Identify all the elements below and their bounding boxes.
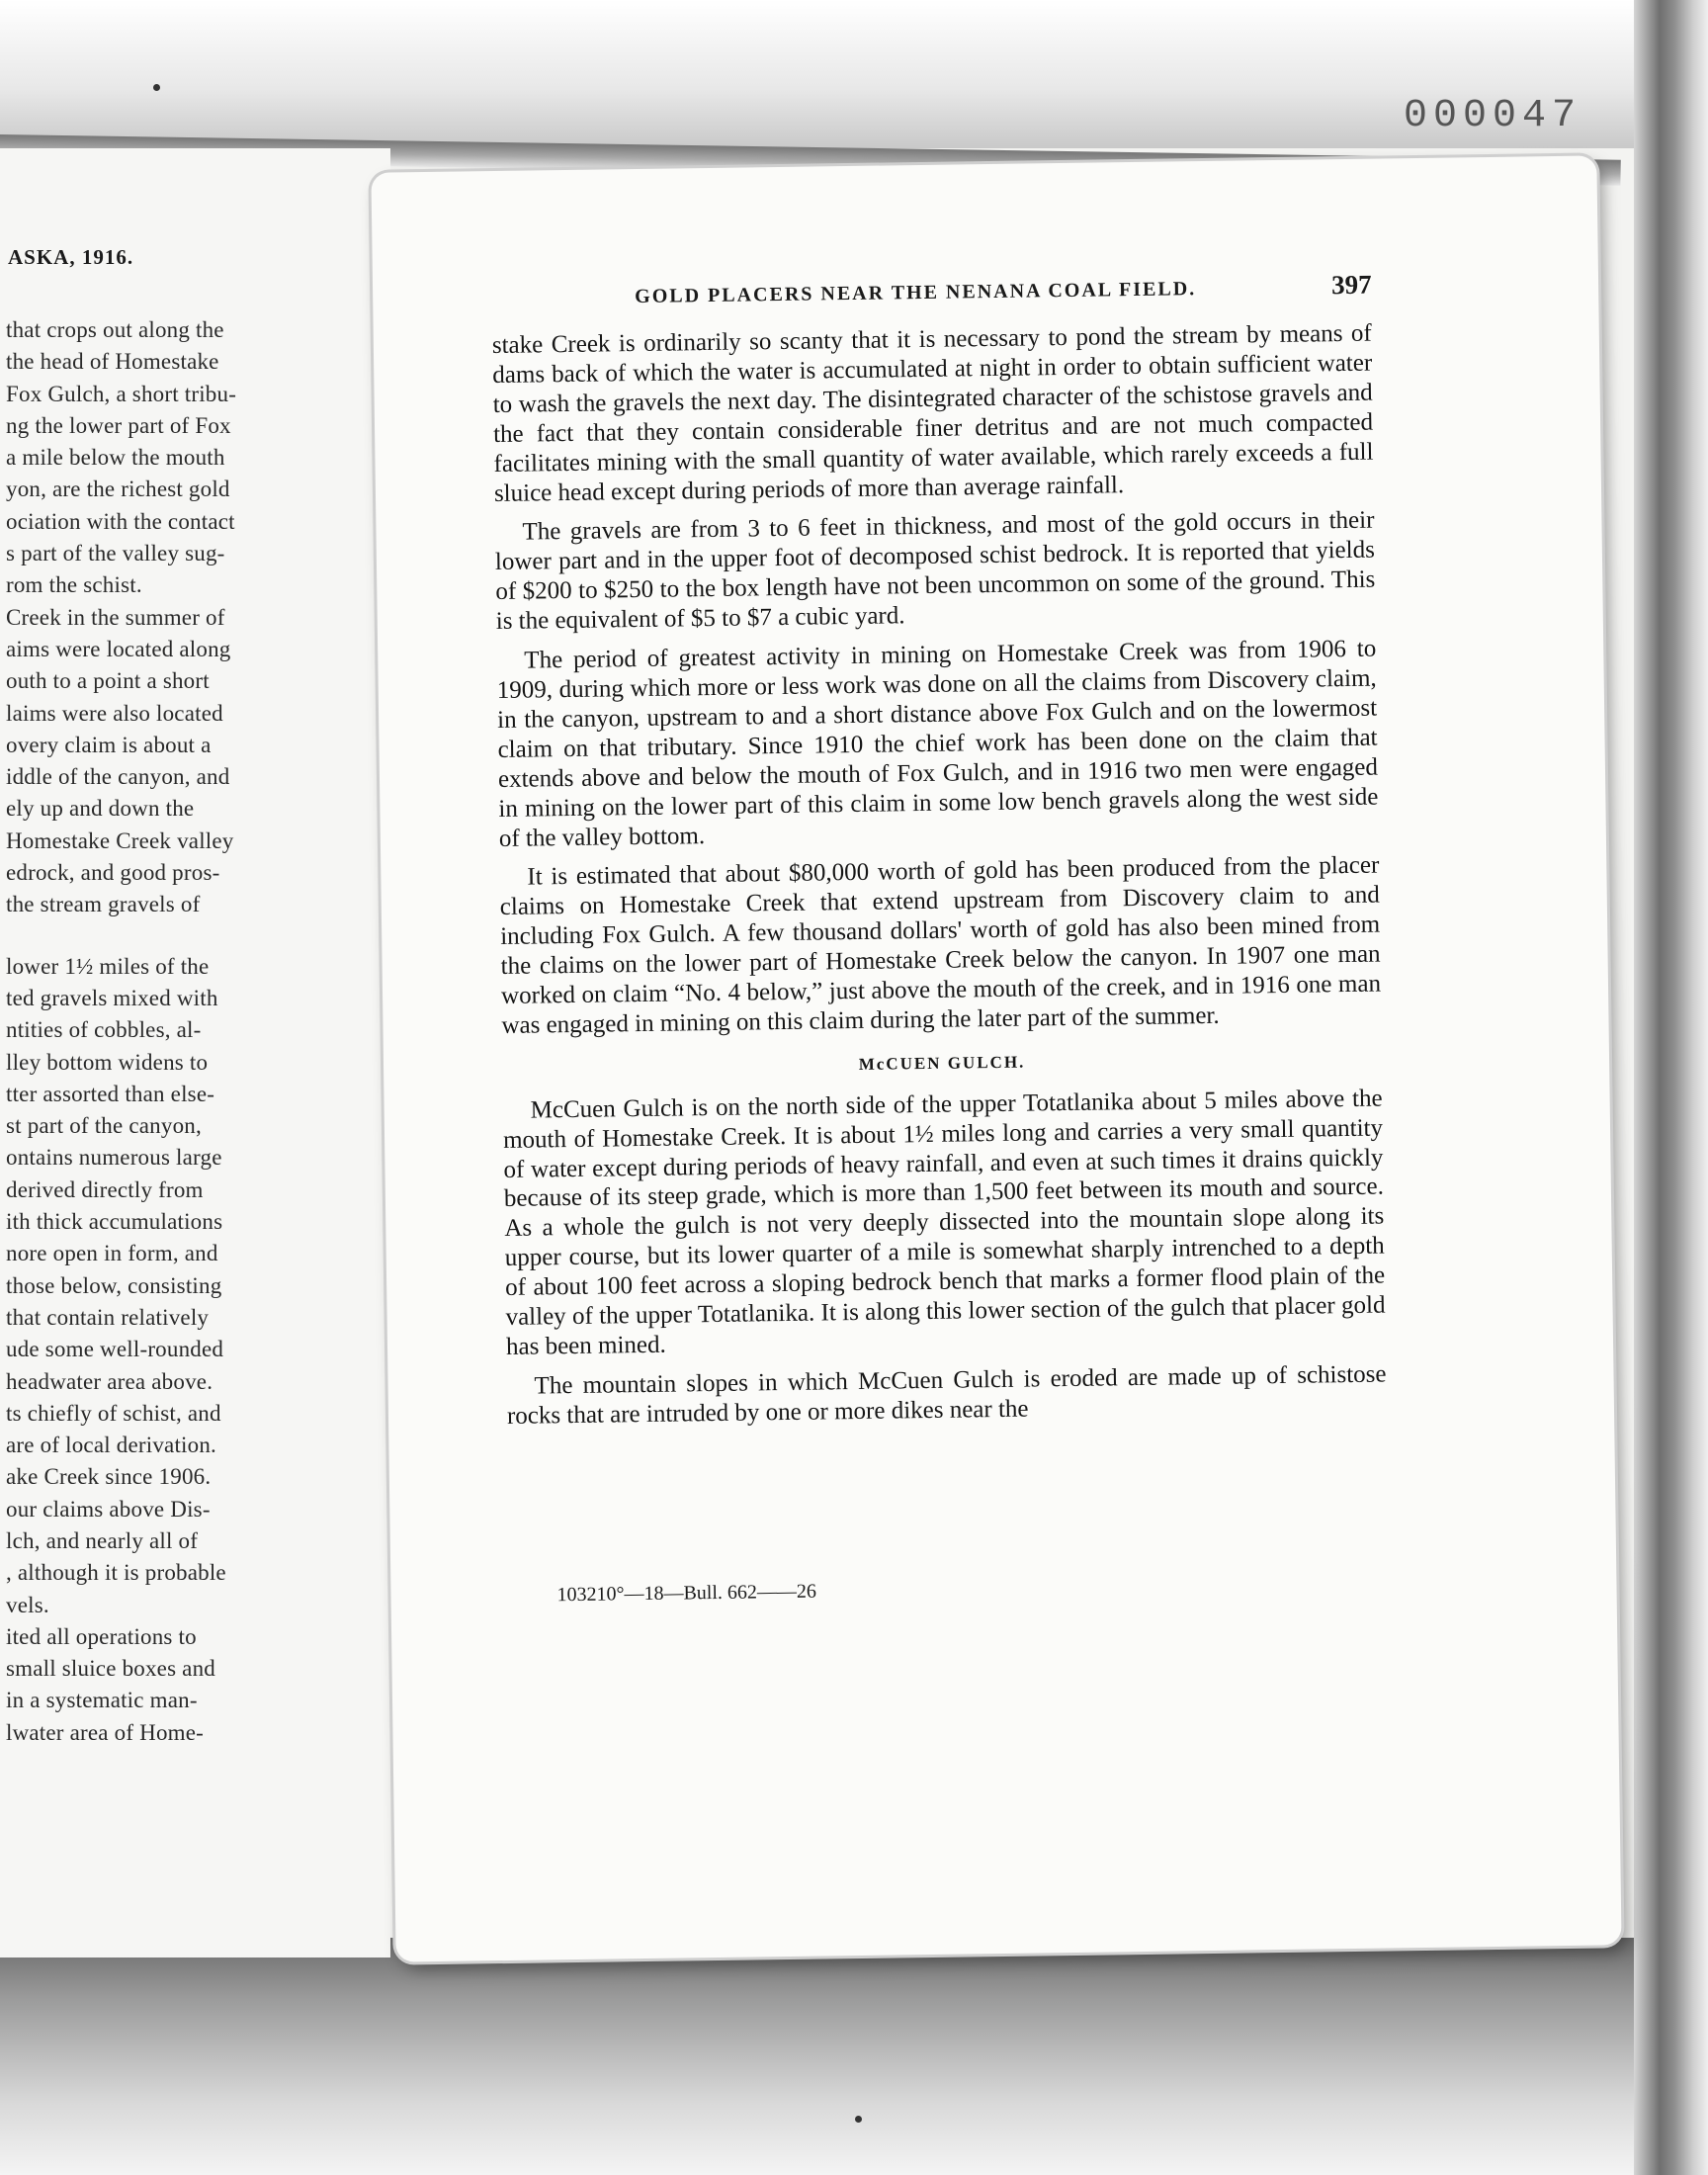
scan-bottom-shading xyxy=(0,1938,1634,2175)
left-page-line: aims were located along xyxy=(6,636,231,661)
body-text xyxy=(492,319,1388,1441)
left-page-line: nore open in form, and xyxy=(6,1241,218,1266)
running-head: GOLD PLACERS NEAR THE NENANA COAL FIELD. xyxy=(635,278,1197,308)
left-page-line: the head of Homestake xyxy=(6,349,219,375)
left-page-line: overy claim is about a xyxy=(6,732,212,757)
left-page-line: lley bottom widens to xyxy=(6,1049,209,1075)
scan-speck xyxy=(153,84,160,91)
page-stamp-number: 000047 xyxy=(1404,94,1582,138)
left-page-line: lch, and nearly all of xyxy=(6,1527,199,1553)
left-page-line: Homestake Creek valley xyxy=(6,827,234,853)
left-page-line: vels. xyxy=(6,1592,49,1617)
left-page-line xyxy=(6,921,332,951)
left-page-line: headwater area above. xyxy=(6,1368,214,1394)
left-page-line: that contain relatively xyxy=(6,1304,210,1330)
left-page-line: , although it is probable xyxy=(6,1560,226,1586)
scan-right-edge xyxy=(1634,0,1708,2175)
paragraph: The gravels are from 3 to 6 feet in thickness, and most of the gold occurs in their lower part and in the upper foot of decomposed schist bedrock. It is reported that yields of $200 to $250 to the box length have not been uncommon on some of the ground. This is the equivalent of $5 to $7 a cubic yard. xyxy=(494,507,1376,636)
left-page-line: ntities of cobbles, al- xyxy=(6,1017,202,1043)
left-page-line: outh to a point a short xyxy=(6,668,210,694)
left-page-line: lower 1½ miles of the xyxy=(6,953,210,979)
paragraph: It is estimated that about $80,000 worth of gold has been produced from the placer claims on Homestake Creek that extend upstream from Discovery claim to and including Fox Gulch. A few thousand dollars' worth of gold has also been mined from the claims on the lower part of Homestake Creek below the canyon. In 1907 one man worked on claim “No. 4 below,” just above the mouth of the creek, and in 1916 one man was engaged in mining on this claim during the later part of the summer. xyxy=(499,851,1382,1039)
left-page-line: ith thick accumulations xyxy=(6,1209,223,1235)
left-page xyxy=(0,148,390,1958)
left-page-line: ts chiefly of schist, and xyxy=(6,1400,221,1426)
left-page-line: s part of the valley sug- xyxy=(6,541,225,566)
right-page xyxy=(371,155,1621,1961)
left-page-line: lwater area of Home- xyxy=(6,1719,205,1745)
left-page-line: Creek in the summer of xyxy=(6,604,225,630)
left-page-line: yon, are the richest gold xyxy=(6,477,230,502)
paragraph: The period of greatest activity in mining on Homestake Creek was from 1906 to 1909, during which more or less work was done on all the claims from Discovery claim, in the canyon, upstream to and a short distance above Fox Gulch and on the lowermost claim on that tributary. Since 1910 the chief work has been done on the claim that extends above and below the mouth of Fox Gulch, and in 1916 two men were engaged in mining on the lower part of this claim in some low bench gravels along the west side of the valley bottom. xyxy=(496,635,1379,852)
left-page-line: ng the lower part of Fox xyxy=(6,412,231,438)
left-page-line: iddle of the canyon, and xyxy=(6,764,230,790)
left-page-line: a mile below the mouth xyxy=(6,445,225,471)
left-page-line: small sluice boxes and xyxy=(6,1656,215,1682)
paragraph: stake Creek is ordinarily so scanty that it is necessary to pond the stream by means of dams back of which the water is accumulated at night in order to obtain sufficient water to wash the gravels the next day. The disintegrated character of the schistose gravels and the fact that they contain considerable finer detritus and are not much compacted facilitates mining with the small quantity of water available, which rarely exceeds a full sluice head except during periods of more than average rainfall. xyxy=(491,319,1374,507)
left-page-line: that crops out along the xyxy=(6,317,224,342)
left-page-line: derived directly from xyxy=(6,1176,204,1202)
left-page-line: ely up and down the xyxy=(6,796,195,822)
left-page-line: ude some well-rounded xyxy=(6,1337,224,1362)
left-page-line: in a systematic man- xyxy=(6,1688,198,1713)
paragraph: The mountain slopes in which McCuen Gulch is eroded are made up of schistose rocks that are intruded by one or more dikes near the xyxy=(506,1360,1387,1430)
left-page-line: the stream gravels of xyxy=(6,892,201,917)
left-page-line: our claims above Dis- xyxy=(6,1496,211,1522)
left-page-line: tter assorted than else- xyxy=(6,1081,215,1106)
left-page-line: edrock, and good pros- xyxy=(6,860,220,886)
left-page-line: are of local derivation. xyxy=(6,1433,216,1458)
page-number: 397 xyxy=(1330,269,1372,301)
paragraph: McCuen Gulch is on the north side of the upper Totatlanika about 5 miles above the mouth of Homestake Creek. It is about 1½ miles long and carries a very small quantity of water except during periods of heavy rainfall, and even at such times it drains quickly because of its steep grade, which is more than 1,500 feet between its mouth and source. As a whole the gulch is not very deeply dissected into the mountain slope along its upper course, but its lower quarter of a mile is somewhat sharply intrenched to a depth of about 100 feet across a sloping bedrock bench that marks a former flood plain of the valley of the upper Totatlanika. It is along this lower section of the gulch that placer gold has been mined. xyxy=(502,1085,1386,1360)
signature-line: 103210°—18—Bull. 662——26 xyxy=(556,1580,817,1607)
left-page-line: rom the schist. xyxy=(6,572,142,598)
left-page-line: laims were also located xyxy=(6,700,223,726)
left-page-line: ted gravels mixed with xyxy=(6,985,218,1010)
scan-top-shading xyxy=(0,0,1634,148)
left-page-line: ontains numerous large xyxy=(6,1145,222,1171)
left-page-text xyxy=(6,314,332,1749)
left-page-line: ake Creek since 1906. xyxy=(6,1464,212,1490)
left-page-line: those below, consisting xyxy=(6,1272,222,1298)
left-page-line: st part of the canyon, xyxy=(6,1113,202,1139)
left-page-line: Fox Gulch, a short tribu- xyxy=(6,381,237,406)
section-heading: McCUEN GULCH. xyxy=(858,1052,1026,1074)
left-page-line: ited all operations to xyxy=(6,1623,197,1649)
left-page-line: ociation with the contact xyxy=(6,508,235,534)
scan-speck xyxy=(855,2116,862,2123)
left-page-header: ASKA, 1916. xyxy=(8,245,134,269)
